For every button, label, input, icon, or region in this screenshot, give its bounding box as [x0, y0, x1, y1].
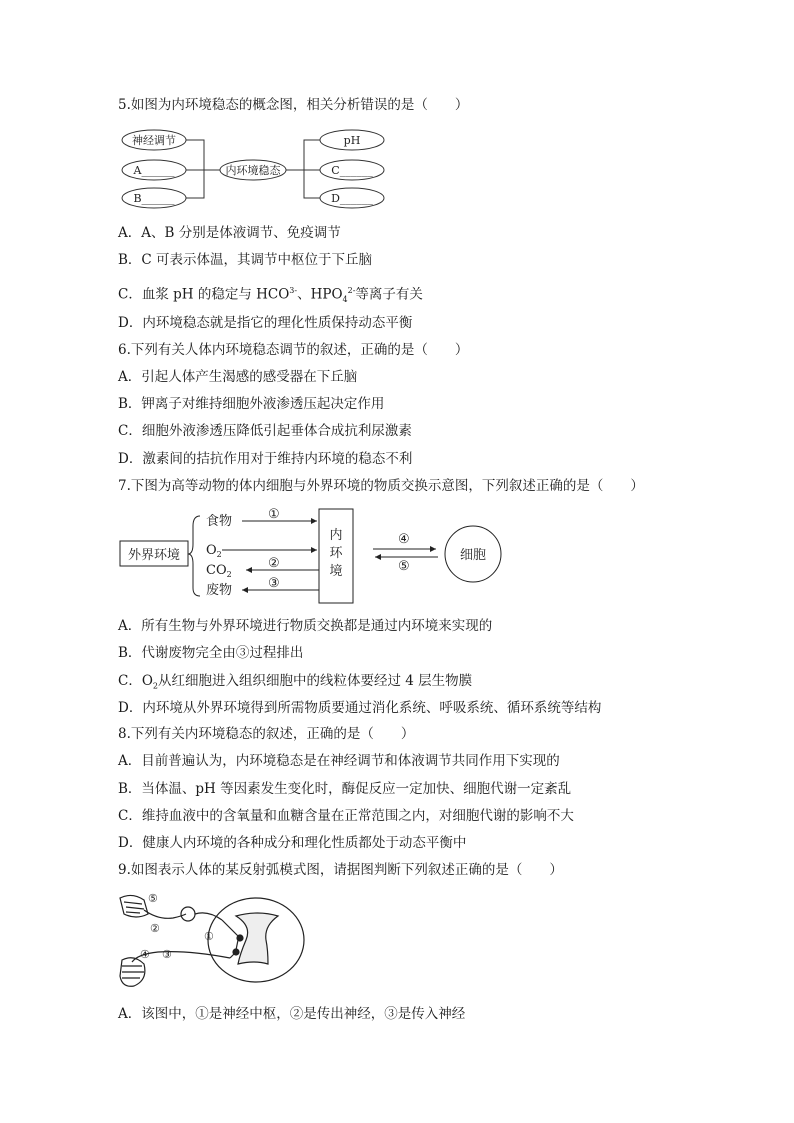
q9-num-5: ⑤: [148, 892, 158, 905]
q5-option-a: A．A、B 分别是体液调节、免疫调节: [118, 225, 341, 241]
q9-skin: [120, 895, 148, 917]
q7-inner-2: 环: [329, 546, 343, 561]
q8-option-d: D．健康人内环境的各种成分和理化性质都处于动态平衡中: [118, 835, 467, 851]
q7-food: 食物: [206, 514, 233, 529]
q7-co2: $CO_2$: [206, 563, 232, 579]
q5-concept-diagram: [118, 126, 398, 214]
q5-label-d: D______: [331, 192, 373, 205]
q5-label-nerve: 神经调节: [132, 134, 176, 147]
q9-num-2: ②: [150, 922, 160, 935]
q5-label-c: C______: [331, 164, 373, 177]
q5-option-c: C．血浆 pH 的稳定与 $HCO^{3-}$、$HPO_4^{2-}$等离子有关: [118, 286, 423, 305]
q7-exchange-diagram: [118, 506, 508, 608]
q7-inner-3: 境: [329, 564, 343, 579]
q6-option-d: D．激素间的拮抗作用对于维持内环境的稳态不利: [118, 451, 413, 467]
q7-num-2: ②: [268, 556, 280, 571]
q6-option-b: B．钾离子对维持细胞外液渗透压起决定作用: [118, 396, 385, 412]
q7-option-c: C．$O_2$从红细胞进入组织细胞中的线粒体要经过 4 层生物膜: [118, 673, 473, 691]
q7-o2: $O_2$: [206, 543, 222, 559]
q7-num-4: ④: [398, 532, 410, 547]
q7-waste: 废物: [206, 583, 233, 598]
q5-label-a: A______: [133, 164, 175, 177]
q8-stem: 8.下列有关内环境稳态的叙述，正确的是（ ）: [118, 726, 415, 742]
q7-option-d: D．内环境从外界环境得到所需物质要通过消化系统、呼吸系统、循环系统等结构: [118, 700, 602, 716]
q9-reflex-arc-diagram: [118, 890, 308, 990]
q7-num-5: ⑤: [398, 559, 410, 574]
q5-option-b: B．C 可表示体温，其调节中枢位于下丘脑: [118, 252, 373, 268]
q6-option-c: C．细胞外液渗透压降低引起垂体合成抗利尿激素: [118, 423, 412, 439]
q8-option-a: A．目前普遍认为，内环境稳态是在神经调节和体液调节共同作用下实现的: [118, 753, 560, 769]
q9-option-a: A．该图中，①是神经中枢，②是传出神经，③是传入神经: [118, 1006, 466, 1022]
q5-stem: 5.如图为内环境稳态的概念图，相关分析错误的是（ ）: [118, 97, 469, 113]
q6-stem: 6.下列有关人体内环境稳态调节的叙述，正确的是（ ）: [118, 342, 469, 358]
q7-cell-label: 细胞: [459, 548, 487, 563]
q7-outer-label: 外界环境: [127, 548, 181, 563]
q9-stem: 9.如图表示人体的某反射弧模式图，请据图判断下列叙述正确的是（ ）: [118, 862, 563, 878]
q7-num-3: ③: [268, 576, 280, 591]
q6-option-a: A．引起人体产生渴感的感受器在下丘脑: [118, 369, 358, 385]
q9-num-4: ④: [140, 948, 150, 961]
q8-option-c: C．维持血液中的含氧量和血糖含量在正常范围之内，对细胞代谢的影响不大: [118, 808, 574, 824]
q9-ganglion: [181, 907, 195, 921]
q5-label-ph: pH: [343, 134, 361, 147]
q5-label-center: 内环境稳态: [225, 164, 281, 177]
q7-num-1: ①: [268, 507, 280, 522]
q9-num-3: ③: [162, 948, 172, 961]
q7-option-b: B．代谢废物完全由③过程排出: [118, 645, 304, 661]
q5-label-b: B______: [133, 192, 175, 205]
q9-num-1: ①: [204, 930, 214, 943]
q7-option-a: A．所有生物与外界环境进行物质交换都是通过内环境来实现的: [118, 618, 493, 634]
q5-option-d: D．内环境稳态就是指它的理化性质保持动态平衡: [118, 315, 413, 331]
q8-option-b: B．当体温、pH 等因素发生变化时，酶促反应一定加快、细胞代谢一定紊乱: [118, 781, 572, 797]
q7-stem: 7.下图为高等动物的体内细胞与外界环境的物质交换示意图，下列叙述正确的是（ ）: [118, 478, 644, 494]
q7-inner-1: 内: [329, 528, 343, 543]
